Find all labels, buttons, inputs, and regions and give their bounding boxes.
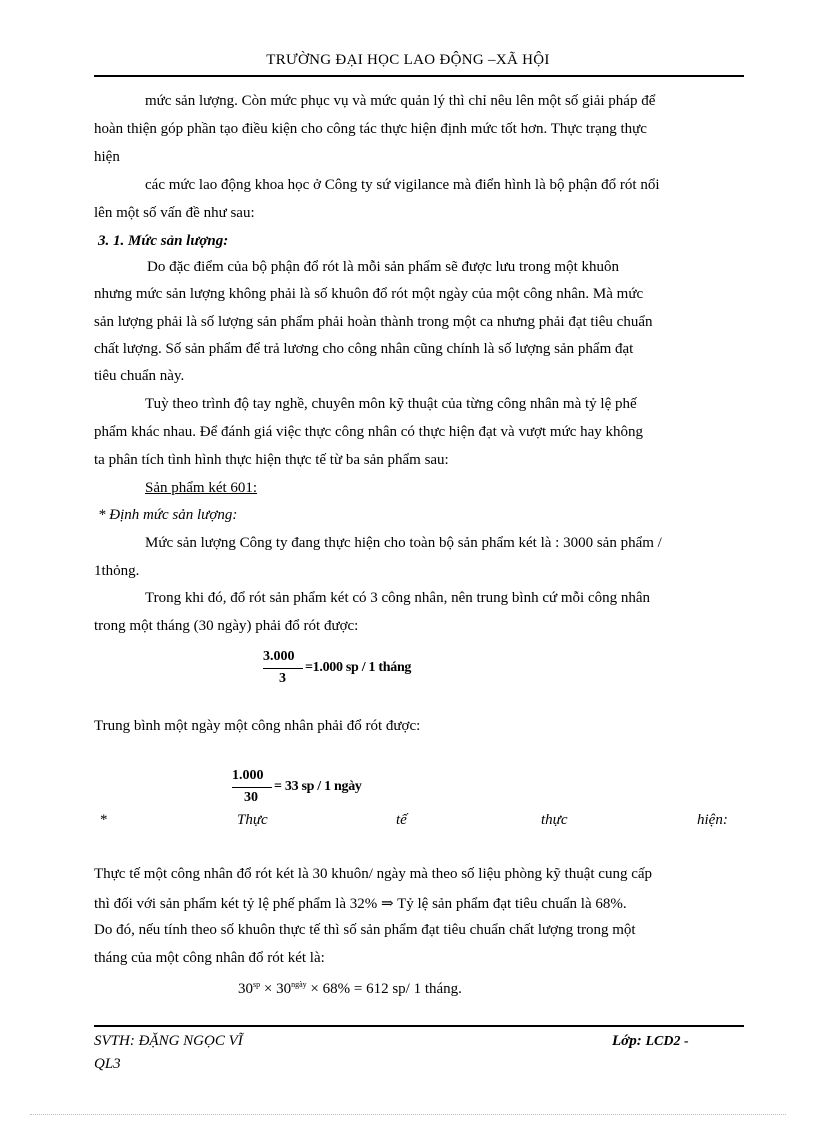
actual-heading-word: hiện:: [697, 812, 728, 828]
paragraph-line: phẩm khác nhau. Để đánh giá việc thực công nhân có thực hiện đạt và vượt mức hay không: [94, 424, 644, 440]
formula-result: =1.000 sp / 1 tháng: [305, 660, 412, 675]
paragraph-line: Thực tế một công nhân đổ rót két là 30 khuôn/ ngày mà theo số liệu phòng kỹ thuật cung cấp: [94, 866, 653, 882]
formula-unit: sp: [253, 980, 261, 989]
product-heading: Sản phẩm két 601:: [145, 480, 258, 496]
paragraph-line: Trong khi đó, đổ rót sản phẩm két có 3 công nhân, nên trung bình cứ mỗi công nhân: [145, 590, 651, 606]
header-divider: [94, 75, 744, 77]
paragraph-line: mức sản lượng. Còn mức phục vụ và mức quản lý thì chỉ nêu lên một số giải pháp để: [145, 93, 656, 109]
actual-heading-star: *: [100, 812, 108, 828]
paragraph-line: tháng của một công nhân đổ rót két là:: [94, 950, 325, 966]
footer-divider: [94, 1025, 744, 1027]
formula-term: × 30: [260, 981, 292, 997]
paragraph-line: trong một tháng (30 ngày) phải đổ rót được:: [94, 618, 359, 634]
formula-unit: ngày: [291, 980, 307, 989]
paragraph-line: Do đó, nếu tính theo số khuôn thực tế thì số sản phẩm đạt tiêu chuẩn chất lượng trong một: [94, 922, 636, 938]
paragraph-line: nhưng mức sản lượng không phải là số khuôn đổ rót một ngày của một công nhân. Mà mức: [94, 286, 644, 302]
paragraph-line: thì đối với sản phẩm két tỷ lệ phế phẩm là 32% ⇒ Tỷ lệ sản phẩm đạt tiêu chuẩn là 68%.: [94, 896, 627, 912]
paragraph-line: Do đặc điểm của bộ phận đổ rót là mỗi sản phẩm sẽ được lưu trong một khuôn: [147, 259, 620, 275]
formula-term: 30: [238, 981, 253, 997]
fraction-bar: [263, 668, 303, 669]
norm-heading: * Định mức sản lượng:: [98, 507, 238, 523]
formula-monthly: [263, 649, 443, 689]
footer-class-value: LCD2 -: [645, 1034, 689, 1049]
paragraph-line: ta phân tích tình hình thực hiện thực tế từ ba sản phẩm sau:: [94, 452, 449, 468]
formula-denominator: 30: [244, 790, 258, 805]
paragraph-line: sản lượng phải là số lượng sản phẩm phải hoàn thành trong một ca nhưng phải đạt tiêu chuẩn: [94, 314, 653, 330]
section-heading: 3. 1. Mức sản lượng:: [98, 233, 229, 249]
footer-author-class: QL3: [94, 1056, 121, 1072]
paragraph-line: Tuỳ theo trình độ tay nghề, chuyên môn kỹ thuật của từng công nhân mà tỷ lệ phế: [145, 396, 637, 412]
paragraph-line: Trung bình một ngày một công nhân phải đổ rót được:: [94, 718, 421, 734]
actual-heading-word: thực: [541, 812, 568, 828]
paragraph-line: 1thỏng.: [94, 563, 140, 579]
page-bottom-dotted-border: [30, 1114, 786, 1115]
actual-heading-word: Thực: [237, 812, 268, 828]
formula-result: = 33 sp / 1 ngày: [274, 779, 362, 794]
paragraph-line: hoàn thiện góp phần tạo điều kiện cho công tác thực hiện định mức tốt hơn. Thực trạng thực: [94, 121, 647, 137]
footer-class-label: Lớp:: [612, 1033, 642, 1049]
paragraph-line: các mức lao động khoa học ở Công ty sứ vigilance mà điển hình là bộ phận đổ rót nổi: [145, 177, 660, 193]
fraction-bar: [232, 787, 272, 788]
formula-term: × 68% = 612 sp/ 1 tháng.: [306, 981, 462, 997]
formula-daily: [232, 768, 392, 808]
formula-result-line: [238, 980, 462, 998]
paragraph-line: lên một số vấn đề như sau:: [94, 205, 255, 221]
formula-numerator: 1.000: [232, 768, 264, 783]
paragraph-line: hiện: [94, 149, 120, 165]
footer-author: SVTH: ĐẶNG NGỌC VĨ: [94, 1033, 243, 1049]
paragraph-line: tiêu chuẩn này.: [94, 368, 185, 384]
formula-numerator: 3.000: [263, 649, 295, 664]
paragraph-line: chất lượng. Số sản phẩm để trả lương cho công nhân cũng chính là số lượng sản phẩm đạt: [94, 341, 634, 357]
footer-class: [612, 1033, 689, 1050]
paragraph-line: Mức sản lượng Công ty đang thực hiện cho toàn bộ sản phẩm két là : 3000 sản phẩm /: [145, 535, 662, 551]
page-header-title: TRƯỜNG ĐẠI HỌC LAO ĐỘNG –XÃ HỘI: [266, 52, 550, 68]
formula-denominator: 3: [279, 671, 286, 686]
actual-heading-word: tế: [396, 812, 407, 828]
